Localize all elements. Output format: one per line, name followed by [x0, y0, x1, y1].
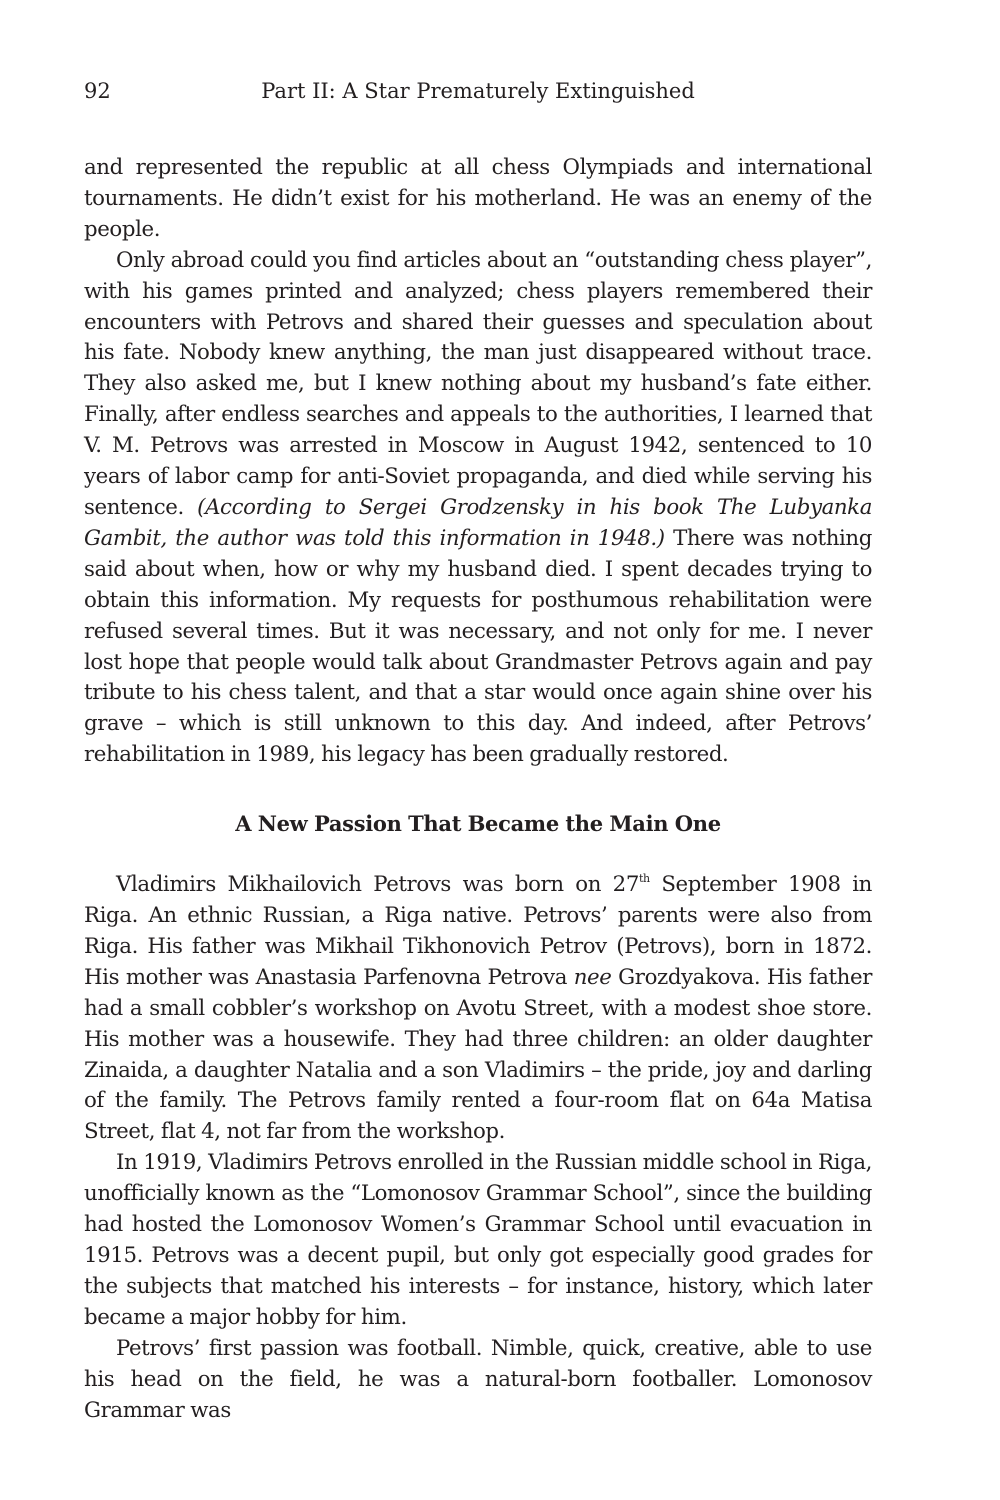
paragraph-3-c: Grozdyakova. His father had a small cobbler’s workshop on Avotu Street, with a modest shoe store. His mother was a housewife. They had three children: an older daughter Zinaida, a daughter Natalia and a son Vladimirs – the pride, joy and darling of the family. The Petrovs family rented a four-room flat on 64a Matisa Street, flat 4, not far from the workshop. — [84, 964, 872, 1145]
paragraph-2-italic-note: (According to Sergei Grodzensky in his book The Lubyanka Gambit, the author was told this information in 1948.) — [84, 494, 872, 551]
paragraph-3 — [84, 870, 872, 1148]
running-title: Part II: A Star Prematurely Extinguished — [261, 79, 695, 103]
page-number: 92 — [84, 79, 111, 103]
paragraph-1: and represented the republic at all chess Olympiads and international tournaments. He didn’t exist for his motherland. He was an enemy of the people. — [84, 155, 872, 242]
paragraph-2-main: Only abroad could you find articles about an “outstanding chess player”, with his games printed and analyzed; chess players remembered their encounters with Petrovs and shared their guesses and speculation about his fate. Nobody knew anything, the man just disappeared without trace. They also asked me, but I knew nothing about my husband’s fate either. Finally, after endless searches and appeals to the authorities, I learned that V. M. Petrovs was arrested in Moscow in August 1942, sentenced to 10 years of labor camp for anti-Soviet propaganda, and died while serving his sentence. — [84, 247, 872, 520]
paragraph-4: In 1919, Vladimirs Petrovs enrolled in the Russian middle school in Riga, unofficially known as the “Lomonosov Grammar School”, since the building had hosted the Lomonosov Women’s Grammar School until evacuation in 1915. Petrovs was a decent pupil, but only got especially good grades for the subjects that matched his interests – for instance, history, which later became a major hobby for him. — [84, 1150, 872, 1330]
running-head — [84, 74, 872, 108]
paragraph-3-a: Vladimirs Mikhailovich Petrovs was born on 27 — [116, 872, 639, 898]
body-text — [84, 153, 872, 1426]
ordinal-suffix: th — [638, 872, 650, 886]
paragraph-2-end: There was nothing said about when, how or why my husband died. I spent decades trying to obtain this information. My requests for posthumous rehabilitation were refused several times. But it was necessary, and not only for me. I never lost hope that people would talk about Grandmaster Petrovs again and pay tribute to his chess talent, and that a star would once again shine over his grave – which is still unknown to this day. And indeed, after Petrovs’ rehabilitation in 1989, his legacy has been gradually restored. — [84, 525, 872, 768]
paragraph-2 — [84, 246, 872, 771]
paragraph-5: Petrovs’ first passion was football. Nimble, quick, creative, able to use his head on the field, he was a natural-born footballer. Lomonosov Grammar was — [84, 1335, 872, 1423]
paragraph-3-b: September 1908 in Riga. An ethnic Russian, a Riga native. Petrovs’ parents were also from Riga. His father was Mikhail Tikhonovich Petrov (Petrovs), born in 1872. His mother was Anastasia Parfenovna Petrova — [84, 872, 872, 990]
nee-italic: nee — [573, 964, 612, 990]
section-heading: A New Passion That Became the Main One — [235, 811, 721, 837]
